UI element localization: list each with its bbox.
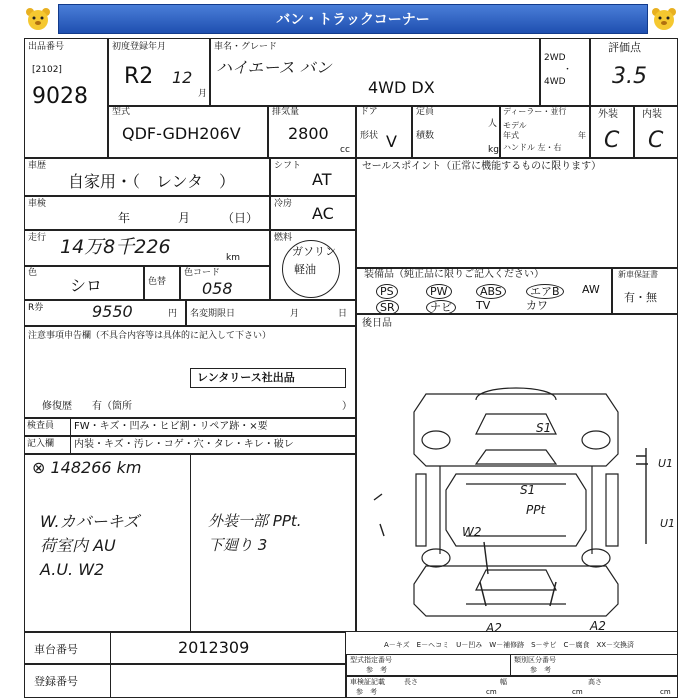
shape-label: 形状 xyxy=(360,131,379,141)
diag-s1-mid: S1 xyxy=(520,483,536,497)
score-value: 3.5 xyxy=(612,64,647,89)
name-grade: 4WD DX xyxy=(368,78,435,97)
diag-a2-left: A2 xyxy=(486,621,502,635)
drive-2wd: 2WD xyxy=(544,53,566,63)
shift-value: AT xyxy=(312,170,332,189)
name-change-label: 名変期限日 xyxy=(190,309,236,319)
aircon-label: 冷房 xyxy=(274,199,293,209)
repair-label: 修復歴 有（箇所 xyxy=(42,401,132,412)
equipment-item: AW xyxy=(582,283,600,296)
first-reg-era: R2 xyxy=(124,64,154,89)
check-label-1: 検査員 xyxy=(27,421,55,431)
displacement-label: 排気量 xyxy=(272,107,300,117)
name-change-day: 日 xyxy=(338,309,348,319)
type-code-ref: 参 考 xyxy=(366,666,387,674)
hand-line-2: 荷室内 AU xyxy=(40,536,116,555)
door-label: ドア xyxy=(360,107,378,117)
recycle-value: 9550 xyxy=(92,302,133,321)
length-unit: cm xyxy=(486,688,497,696)
equipment-item: PS xyxy=(376,284,398,299)
type-code-divider xyxy=(510,654,511,676)
type-label: 型式 xyxy=(112,107,131,117)
equipment-item: PW xyxy=(426,284,452,299)
name-label: 車名・グレード xyxy=(214,42,278,52)
mileage-value: 14万8千226 xyxy=(60,236,171,258)
width-unit: cm xyxy=(572,688,583,696)
recycle-unit: 円 xyxy=(168,309,178,319)
hand-line-4: 外装一部 PPt. xyxy=(208,512,302,530)
diag-s1-top: S1 xyxy=(536,421,552,435)
diag-ppt: PPt xyxy=(526,503,546,517)
inspection-day: （日） xyxy=(222,211,259,225)
capacity-unit: 人 xyxy=(488,119,498,129)
color-label: 色 xyxy=(28,268,38,278)
int-label: 内装 xyxy=(642,109,662,120)
equipment-item: TV xyxy=(476,299,491,312)
type-value: QDF-GDH206V xyxy=(122,124,241,143)
equipment-item: ABS xyxy=(476,284,506,299)
equipment-item: カワ xyxy=(526,299,548,312)
warranty-value: 有・無 xyxy=(624,291,657,304)
inspection-label: 車検 xyxy=(28,199,47,209)
length-label: 長さ xyxy=(404,678,418,686)
drive-dot: ・ xyxy=(563,65,573,75)
height-label: 高さ xyxy=(588,678,602,686)
sales-point-cell xyxy=(356,158,678,268)
first-reg-label: 初度登録年月 xyxy=(112,42,167,52)
equipment-label: 装備品（純正品に限りご記入ください） xyxy=(364,269,544,280)
height-unit: cm xyxy=(660,688,671,696)
inspection-month: 月 xyxy=(178,211,191,225)
notes-label: 注意事項申告欄（不具合内容等は具体的に記入して下さい） xyxy=(28,331,272,341)
diag-w2: W2 xyxy=(462,525,482,539)
legend-text: A－キズ E－ヘコミ U－凹み W－補修跡 S－サビ C－腐食 XX－交換済 xyxy=(384,641,635,649)
shape-value: V xyxy=(386,132,397,151)
rear-seat-label: 後日品 xyxy=(362,318,392,329)
width-label: 幅 xyxy=(500,678,507,686)
model-label: モデル xyxy=(503,121,527,130)
drive-4wd: 4WD xyxy=(544,77,566,87)
registration-label: 登録番号 xyxy=(34,675,78,688)
name-change-month: 月 xyxy=(290,309,300,319)
category-ref: 参 考 xyxy=(530,666,551,674)
color-code-label: 色コード xyxy=(184,268,221,278)
repair-close: ） xyxy=(342,401,352,412)
warranty-label: 新車保証書 xyxy=(618,270,658,279)
equipment-item: ナビ xyxy=(426,300,456,315)
aircon-value: AC xyxy=(312,204,334,223)
fuel-label: 燃料 xyxy=(274,233,293,243)
vehicle-diagram xyxy=(356,314,678,635)
fuel-diesel: 軽油 xyxy=(294,263,316,276)
mileage-unit: km xyxy=(226,253,240,263)
mascot-left-icon xyxy=(24,6,52,32)
category-label: 類別区分番号 xyxy=(514,656,556,664)
capacity-label: 定員 xyxy=(416,107,435,117)
recycle-label: R券 xyxy=(28,303,44,313)
hand-line-5: 下廻り 3 xyxy=(208,536,268,554)
type-code-label: 型式指定番号 xyxy=(350,656,392,664)
diag-a2-right: A2 xyxy=(590,619,606,633)
diag-u1-a: U1 xyxy=(658,457,674,470)
hand-line-1: W.カバーキズ xyxy=(40,512,140,531)
handle-label: ハンドル 左・右 xyxy=(503,143,562,152)
year-label: 年式 xyxy=(503,131,519,140)
check-row-1-text: FW・キズ・凹み・ヒビ割・リペア跡・×要 xyxy=(74,421,268,432)
shift-label: シフト xyxy=(274,161,302,171)
equipment-item: エアB xyxy=(526,284,564,299)
ext-value: C xyxy=(604,128,620,153)
first-reg-month: 12 xyxy=(172,68,193,87)
history-label: 車歴 xyxy=(28,161,47,171)
diag-u1-b: U1 xyxy=(660,517,676,530)
fuel-gasoline: ガソリン xyxy=(292,245,336,258)
color-value: シロ xyxy=(70,276,103,295)
check-label-2: 記入欄 xyxy=(27,439,55,449)
color-change-label: 色替 xyxy=(148,277,167,287)
int-value: C xyxy=(648,128,664,153)
equipment-item: SR xyxy=(376,300,399,315)
check-row-2-text: 内装・キズ・汚レ・コゲ・穴・タレ・キレ・破レ xyxy=(74,439,294,450)
load-unit: kg xyxy=(488,145,499,155)
cert-label: 車検証記載 xyxy=(350,678,385,686)
lot-bracket: [2102] xyxy=(32,65,62,75)
mileage-label: 走行 xyxy=(28,233,47,243)
sales-point-label: セールスポイント（正常に機能するものに限ります） xyxy=(362,161,602,172)
ext-label: 外装 xyxy=(598,109,618,120)
inspection-year: 年 xyxy=(118,211,131,225)
year-unit: 年 xyxy=(578,131,586,140)
score-label: 評価点 xyxy=(608,41,641,54)
handwritten-divider xyxy=(190,454,191,632)
rental-stamp-text: レンタリース社出品 xyxy=(197,371,295,384)
mascot-right-icon xyxy=(650,6,678,32)
name-model: ハイエース バン xyxy=(216,58,332,77)
fuel-circle-mark xyxy=(282,240,340,298)
chassis-label: 車台番号 xyxy=(34,643,78,656)
displacement-value: 2800 xyxy=(288,124,329,143)
lot-number: 9028 xyxy=(32,84,88,109)
cert-row xyxy=(346,676,678,698)
dealer-label: ディーラー・並行 xyxy=(503,107,567,116)
page-title: バン・トラックコーナー xyxy=(58,4,648,34)
hand-odo: ⊗ 148266 km xyxy=(32,458,142,477)
displacement-unit: cc xyxy=(340,145,350,155)
cert-ref: 参 考 xyxy=(356,688,377,696)
hand-line-3: A.U. W2 xyxy=(40,560,105,579)
history-value: 自家用・（ レンタ ） xyxy=(68,172,235,191)
color-code-value: 058 xyxy=(202,279,233,298)
check-divider xyxy=(70,418,71,454)
first-reg-month-unit: 月 xyxy=(198,89,208,99)
load-label: 積数 xyxy=(416,131,435,141)
type-code-row xyxy=(346,654,678,676)
lot-label: 出品番号 xyxy=(28,42,65,52)
chassis-value: 2012309 xyxy=(178,638,250,657)
